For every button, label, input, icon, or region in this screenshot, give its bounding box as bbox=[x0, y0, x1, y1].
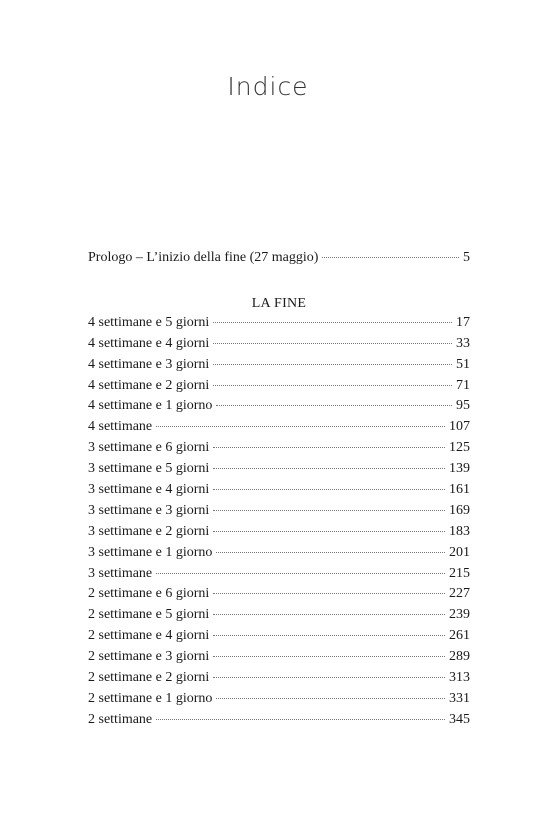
toc-entry-label: 3 settimane e 6 giorni bbox=[88, 440, 210, 456]
toc-entry-label: 3 settimane e 4 giorni bbox=[88, 482, 210, 498]
dot-leader bbox=[213, 656, 445, 657]
toc-entry-label: 4 settimane e 5 giorni bbox=[88, 314, 210, 330]
toc-entry-page: 95 bbox=[456, 398, 470, 414]
toc-entry-label: 4 settimane e 4 giorni bbox=[88, 335, 210, 351]
dot-leader bbox=[213, 614, 445, 615]
toc-entry-page: 261 bbox=[449, 628, 470, 644]
toc-entry-label: 4 settimane e 1 giorno bbox=[88, 398, 213, 414]
toc-entry-label: 3 settimane e 3 giorni bbox=[88, 502, 210, 518]
toc-entry-label: 2 settimane e 4 giorni bbox=[88, 628, 210, 644]
toc-entry-prologue[interactable] bbox=[88, 250, 470, 271]
dot-leader bbox=[156, 426, 445, 427]
toc-entry-page: 215 bbox=[449, 565, 470, 581]
toc-entry[interactable] bbox=[88, 670, 470, 691]
toc-entry[interactable] bbox=[88, 566, 470, 587]
toc-entry-page: 239 bbox=[449, 607, 470, 623]
toc-entry[interactable] bbox=[88, 545, 470, 566]
toc-entry-label: 4 settimane bbox=[88, 419, 153, 435]
dot-leader bbox=[213, 489, 445, 490]
dot-leader bbox=[213, 447, 445, 448]
toc-entry[interactable] bbox=[88, 607, 470, 628]
toc-entry-label: 2 settimane e 3 giorni bbox=[88, 649, 210, 665]
dot-leader bbox=[213, 364, 452, 365]
toc-entry-page: 33 bbox=[456, 335, 470, 351]
toc-entry[interactable] bbox=[88, 691, 470, 712]
toc-entry-page: 161 bbox=[449, 482, 470, 498]
dot-leader bbox=[213, 635, 445, 636]
dot-leader bbox=[213, 343, 452, 344]
toc-entry-page: 227 bbox=[449, 586, 470, 602]
toc-entry-page: 139 bbox=[449, 461, 470, 477]
dot-leader bbox=[216, 405, 452, 406]
dot-leader bbox=[216, 698, 445, 699]
toc-entry-label: 4 settimane e 3 giorni bbox=[88, 356, 210, 372]
toc-entry[interactable] bbox=[88, 398, 470, 419]
toc-entry-page: 313 bbox=[449, 670, 470, 686]
toc-entry-page: 17 bbox=[456, 314, 470, 330]
toc-entry[interactable] bbox=[88, 419, 470, 440]
toc-entry-label: 2 settimane e 6 giorni bbox=[88, 586, 210, 602]
toc-entry[interactable] bbox=[88, 357, 470, 378]
toc-entry[interactable] bbox=[88, 315, 470, 336]
toc-entry-label: 3 settimane e 5 giorni bbox=[88, 461, 210, 477]
toc-entry[interactable] bbox=[88, 482, 470, 503]
dot-leader bbox=[156, 573, 445, 574]
dot-leader bbox=[156, 719, 445, 720]
toc-entry[interactable] bbox=[88, 649, 470, 670]
toc-entry-page: 71 bbox=[456, 377, 470, 393]
dot-leader bbox=[213, 677, 445, 678]
table-of-contents bbox=[88, 250, 470, 733]
toc-entry[interactable] bbox=[88, 461, 470, 482]
toc-entry-label: 3 settimane e 2 giorni bbox=[88, 523, 210, 539]
toc-entry-page: 107 bbox=[449, 419, 470, 435]
toc-entry-page: 331 bbox=[449, 690, 470, 706]
toc-entry[interactable] bbox=[88, 336, 470, 357]
toc-entry[interactable] bbox=[88, 628, 470, 649]
dot-leader bbox=[213, 468, 445, 469]
toc-entry-list bbox=[88, 315, 470, 733]
toc-entry[interactable] bbox=[88, 712, 470, 733]
toc-entry-label: 2 settimane bbox=[88, 711, 153, 727]
dot-leader bbox=[213, 593, 445, 594]
toc-entry-page: 183 bbox=[449, 523, 470, 539]
toc-entry-page: 345 bbox=[449, 711, 470, 727]
toc-entry[interactable] bbox=[88, 378, 470, 399]
toc-entry-label: 2 settimane e 1 giorno bbox=[88, 690, 213, 706]
dot-leader bbox=[216, 552, 445, 553]
toc-entry[interactable] bbox=[88, 503, 470, 524]
toc-entry-label: Prologo – L’inizio della fine (27 maggio) bbox=[88, 250, 319, 265]
toc-entry-label: 2 settimane e 2 giorni bbox=[88, 670, 210, 686]
toc-entry[interactable] bbox=[88, 524, 470, 545]
dot-leader bbox=[213, 322, 452, 323]
toc-entry-page: 51 bbox=[456, 356, 470, 372]
toc-entry-label: 4 settimane e 2 giorni bbox=[88, 377, 210, 393]
toc-entry-label: 3 settimane e 1 giorno bbox=[88, 544, 213, 560]
dot-leader bbox=[213, 510, 445, 511]
toc-entry-page: 201 bbox=[449, 544, 470, 560]
toc-entry-page: 289 bbox=[449, 649, 470, 665]
toc-entry-page: 125 bbox=[449, 440, 470, 456]
dot-leader bbox=[213, 531, 445, 532]
toc-entry-label: 3 settimane bbox=[88, 565, 153, 581]
toc-entry[interactable] bbox=[88, 586, 470, 607]
toc-entry-label: 2 settimane e 5 giorni bbox=[88, 607, 210, 623]
page-title: Indice bbox=[227, 72, 309, 101]
toc-entry[interactable] bbox=[88, 440, 470, 461]
section-heading: LA FINE bbox=[251, 295, 307, 311]
dot-leader bbox=[322, 257, 459, 258]
toc-entry-page: 5 bbox=[463, 250, 470, 265]
dot-leader bbox=[213, 385, 452, 386]
toc-entry-page: 169 bbox=[449, 502, 470, 518]
